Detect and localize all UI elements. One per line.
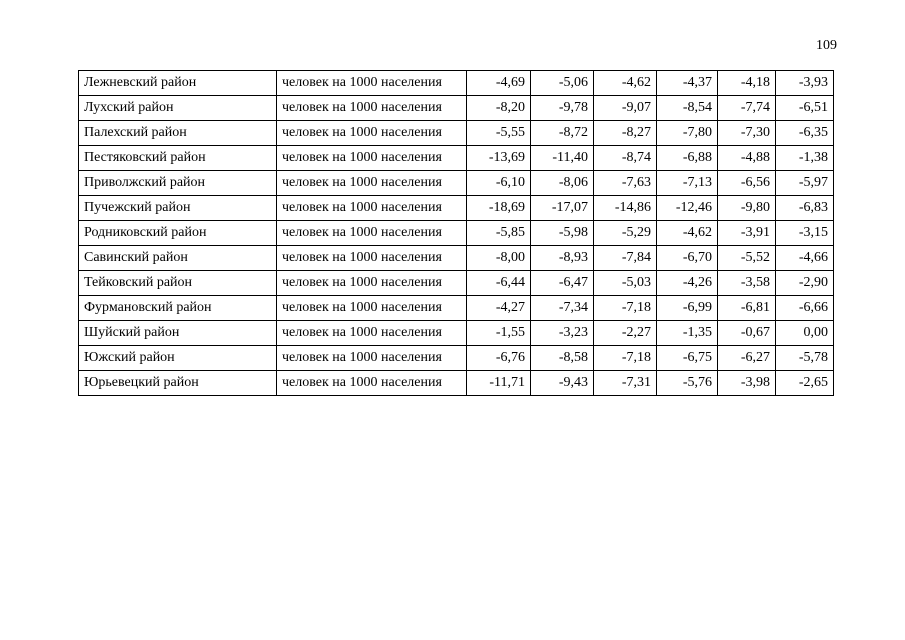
district-cell: Приволжский район xyxy=(79,171,277,196)
value-cell: -9,78 xyxy=(531,96,594,121)
value-cell: -2,90 xyxy=(776,271,834,296)
district-cell: Юрьевецкий район xyxy=(79,371,277,396)
value-cell: -6,56 xyxy=(718,171,776,196)
value-cell: -4,66 xyxy=(776,246,834,271)
district-cell: Савинский район xyxy=(79,246,277,271)
value-cell: -4,18 xyxy=(718,71,776,96)
district-cell: Пестяковский район xyxy=(79,146,277,171)
district-cell: Лежневский район xyxy=(79,71,277,96)
value-cell: -1,38 xyxy=(776,146,834,171)
unit-cell: человек на 1000 населения xyxy=(277,196,467,221)
value-cell: -9,07 xyxy=(594,96,657,121)
value-cell: -6,10 xyxy=(467,171,531,196)
district-cell: Фурмановский район xyxy=(79,296,277,321)
value-cell: -4,62 xyxy=(657,221,718,246)
value-cell: -1,35 xyxy=(657,321,718,346)
value-cell: -6,88 xyxy=(657,146,718,171)
value-cell: -1,55 xyxy=(467,321,531,346)
unit-cell: человек на 1000 населения xyxy=(277,246,467,271)
unit-cell: человек на 1000 населения xyxy=(277,321,467,346)
value-cell: -6,47 xyxy=(531,271,594,296)
value-cell: -3,91 xyxy=(718,221,776,246)
unit-cell: человек на 1000 населения xyxy=(277,146,467,171)
table-row xyxy=(79,171,834,196)
value-cell: 0,00 xyxy=(776,321,834,346)
district-cell: Шуйский район xyxy=(79,321,277,346)
value-cell: -5,52 xyxy=(718,246,776,271)
value-cell: -7,80 xyxy=(657,121,718,146)
value-cell: -5,98 xyxy=(531,221,594,246)
value-cell: -6,44 xyxy=(467,271,531,296)
value-cell: -7,84 xyxy=(594,246,657,271)
table-row xyxy=(79,346,834,371)
value-cell: -11,71 xyxy=(467,371,531,396)
value-cell: -17,07 xyxy=(531,196,594,221)
unit-cell: человек на 1000 населения xyxy=(277,71,467,96)
value-cell: -8,27 xyxy=(594,121,657,146)
value-cell: -7,13 xyxy=(657,171,718,196)
unit-cell: человек на 1000 населения xyxy=(277,221,467,246)
value-cell: -5,29 xyxy=(594,221,657,246)
value-cell: -7,31 xyxy=(594,371,657,396)
unit-cell: человек на 1000 населения xyxy=(277,371,467,396)
unit-cell: человек на 1000 населения xyxy=(277,346,467,371)
value-cell: -6,70 xyxy=(657,246,718,271)
unit-cell: человек на 1000 населения xyxy=(277,121,467,146)
table-row xyxy=(79,371,834,396)
value-cell: -7,18 xyxy=(594,296,657,321)
value-cell: -2,27 xyxy=(594,321,657,346)
value-cell: -4,69 xyxy=(467,71,531,96)
district-cell: Лухский район xyxy=(79,96,277,121)
unit-cell: человек на 1000 населения xyxy=(277,171,467,196)
unit-cell: человек на 1000 населения xyxy=(277,271,467,296)
unit-cell: человек на 1000 населения xyxy=(277,96,467,121)
value-cell: -2,65 xyxy=(776,371,834,396)
value-cell: -3,23 xyxy=(531,321,594,346)
value-cell: -7,34 xyxy=(531,296,594,321)
value-cell: -7,30 xyxy=(718,121,776,146)
table-row xyxy=(79,146,834,171)
value-cell: -7,74 xyxy=(718,96,776,121)
district-cell: Палехский район xyxy=(79,121,277,146)
district-cell: Пучежский район xyxy=(79,196,277,221)
value-cell: -6,27 xyxy=(718,346,776,371)
value-cell: -6,81 xyxy=(718,296,776,321)
table-row xyxy=(79,246,834,271)
value-cell: -5,76 xyxy=(657,371,718,396)
value-cell: -5,55 xyxy=(467,121,531,146)
value-cell: -8,00 xyxy=(467,246,531,271)
unit-cell: человек на 1000 населения xyxy=(277,296,467,321)
value-cell: -5,85 xyxy=(467,221,531,246)
value-cell: -12,46 xyxy=(657,196,718,221)
district-cell: Родниковский район xyxy=(79,221,277,246)
value-cell: -0,67 xyxy=(718,321,776,346)
value-cell: -3,93 xyxy=(776,71,834,96)
value-cell: -7,18 xyxy=(594,346,657,371)
value-cell: -6,99 xyxy=(657,296,718,321)
value-cell: -6,66 xyxy=(776,296,834,321)
value-cell: -5,03 xyxy=(594,271,657,296)
value-cell: -3,98 xyxy=(718,371,776,396)
page-number: 109 xyxy=(816,38,837,53)
value-cell: -4,26 xyxy=(657,271,718,296)
value-cell: -8,06 xyxy=(531,171,594,196)
value-cell: -14,86 xyxy=(594,196,657,221)
value-cell: -9,80 xyxy=(718,196,776,221)
table-row xyxy=(79,196,834,221)
value-cell: -9,43 xyxy=(531,371,594,396)
data-table xyxy=(78,70,834,396)
table-row xyxy=(79,321,834,346)
table-row xyxy=(79,71,834,96)
value-cell: -4,37 xyxy=(657,71,718,96)
value-cell: -8,20 xyxy=(467,96,531,121)
value-cell: -8,54 xyxy=(657,96,718,121)
value-cell: -7,63 xyxy=(594,171,657,196)
value-cell: -5,06 xyxy=(531,71,594,96)
value-cell: -4,88 xyxy=(718,146,776,171)
value-cell: -8,58 xyxy=(531,346,594,371)
value-cell: -18,69 xyxy=(467,196,531,221)
table-row xyxy=(79,271,834,296)
value-cell: -4,62 xyxy=(594,71,657,96)
table-body xyxy=(79,71,834,396)
value-cell: -5,97 xyxy=(776,171,834,196)
value-cell: -8,93 xyxy=(531,246,594,271)
value-cell: -6,35 xyxy=(776,121,834,146)
value-cell: -8,72 xyxy=(531,121,594,146)
value-cell: -5,78 xyxy=(776,346,834,371)
value-cell: -6,75 xyxy=(657,346,718,371)
table-row xyxy=(79,121,834,146)
table-row xyxy=(79,296,834,321)
value-cell: -3,58 xyxy=(718,271,776,296)
district-cell: Тейковский район xyxy=(79,271,277,296)
value-cell: -4,27 xyxy=(467,296,531,321)
table-row xyxy=(79,96,834,121)
value-cell: -6,76 xyxy=(467,346,531,371)
table-row xyxy=(79,221,834,246)
value-cell: -8,74 xyxy=(594,146,657,171)
value-cell: -6,83 xyxy=(776,196,834,221)
value-cell: -13,69 xyxy=(467,146,531,171)
value-cell: -11,40 xyxy=(531,146,594,171)
value-cell: -3,15 xyxy=(776,221,834,246)
value-cell: -6,51 xyxy=(776,96,834,121)
district-cell: Южский район xyxy=(79,346,277,371)
